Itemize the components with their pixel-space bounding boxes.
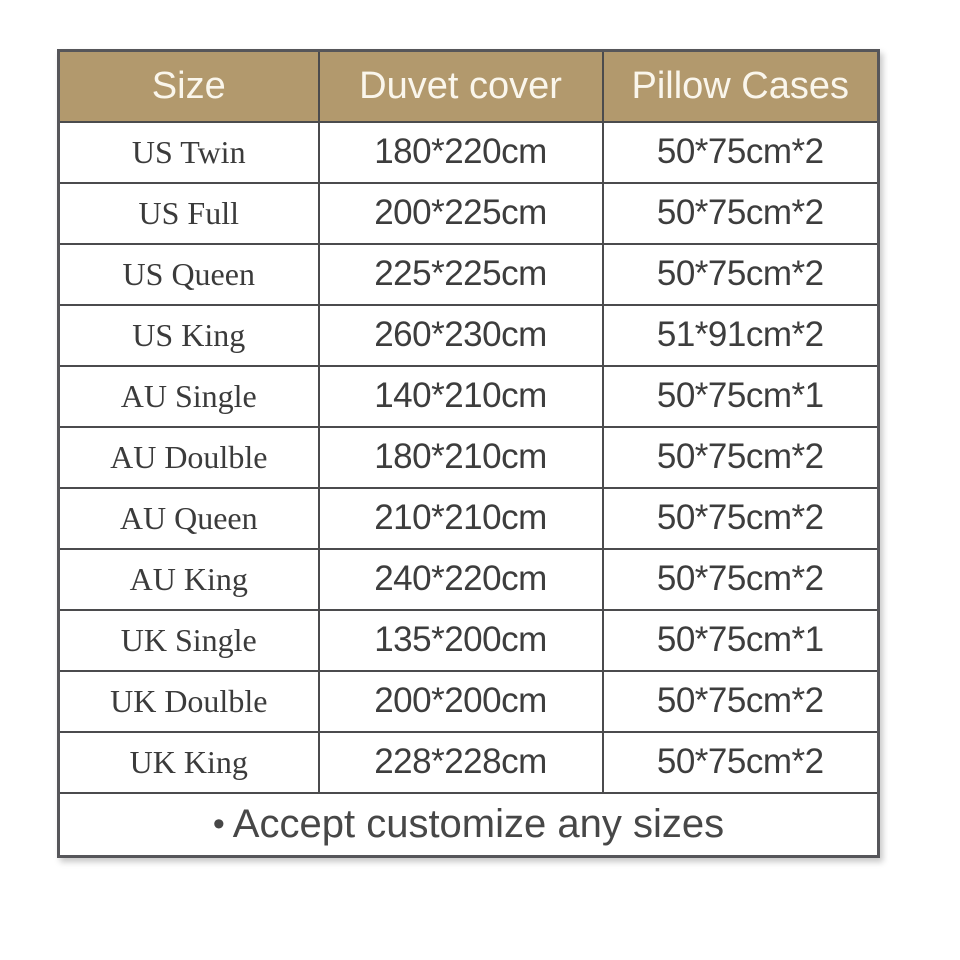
bullet-icon: • xyxy=(212,804,225,843)
size-cell: UK Single xyxy=(59,610,319,671)
size-cell: AU Queen xyxy=(59,488,319,549)
customize-note-cell xyxy=(59,793,879,857)
duvet-size-cell: 200*200cm xyxy=(319,671,603,732)
pillow-size-cell: 50*75cm*2 xyxy=(603,122,879,183)
table-row xyxy=(59,122,879,183)
table-row xyxy=(59,183,879,244)
table-row xyxy=(59,549,879,610)
column-header-duvet-cover: Duvet cover xyxy=(319,51,603,122)
duvet-size-cell: 225*225cm xyxy=(319,244,603,305)
size-cell: US Queen xyxy=(59,244,319,305)
size-cell: UK King xyxy=(59,732,319,793)
duvet-size-cell: 210*210cm xyxy=(319,488,603,549)
table-row xyxy=(59,671,879,732)
pillow-size-cell: 50*75cm*1 xyxy=(603,610,879,671)
duvet-size-cell: 240*220cm xyxy=(319,549,603,610)
size-cell: US Twin xyxy=(59,122,319,183)
customize-note-text: Accept customize any sizes xyxy=(232,801,725,846)
duvet-size-cell: 135*200cm xyxy=(319,610,603,671)
size-cell: UK Doulble xyxy=(59,671,319,732)
pillow-size-cell: 50*75cm*2 xyxy=(603,244,879,305)
pillow-size-cell: 50*75cm*2 xyxy=(603,671,879,732)
pillow-size-cell: 51*91cm*2 xyxy=(603,305,879,366)
duvet-size-cell: 200*225cm xyxy=(319,183,603,244)
size-cell: US King xyxy=(59,305,319,366)
table-row xyxy=(59,427,879,488)
size-chart-table xyxy=(57,49,880,858)
size-cell: AU Single xyxy=(59,366,319,427)
pillow-size-cell: 50*75cm*2 xyxy=(603,732,879,793)
duvet-size-cell: 140*210cm xyxy=(319,366,603,427)
pillow-size-cell: 50*75cm*2 xyxy=(603,488,879,549)
table-row xyxy=(59,305,879,366)
table-row xyxy=(59,488,879,549)
pillow-size-cell: 50*75cm*2 xyxy=(603,427,879,488)
duvet-size-cell: 260*230cm xyxy=(319,305,603,366)
column-header-pillow-cases: Pillow Cases xyxy=(603,51,879,122)
table-header-row xyxy=(59,51,879,122)
size-cell: AU Doulble xyxy=(59,427,319,488)
table-body xyxy=(59,122,879,793)
table-row xyxy=(59,366,879,427)
table-footer-row xyxy=(59,793,879,857)
column-header-size: Size xyxy=(59,51,319,122)
duvet-size-cell: 180*220cm xyxy=(319,122,603,183)
pillow-size-cell: 50*75cm*1 xyxy=(603,366,879,427)
size-cell: US Full xyxy=(59,183,319,244)
table-row xyxy=(59,610,879,671)
table-row xyxy=(59,244,879,305)
duvet-size-cell: 180*210cm xyxy=(319,427,603,488)
duvet-size-cell: 228*228cm xyxy=(319,732,603,793)
size-chart-container xyxy=(57,49,880,858)
pillow-size-cell: 50*75cm*2 xyxy=(603,549,879,610)
pillow-size-cell: 50*75cm*2 xyxy=(603,183,879,244)
size-cell: AU King xyxy=(59,549,319,610)
table-row xyxy=(59,732,879,793)
